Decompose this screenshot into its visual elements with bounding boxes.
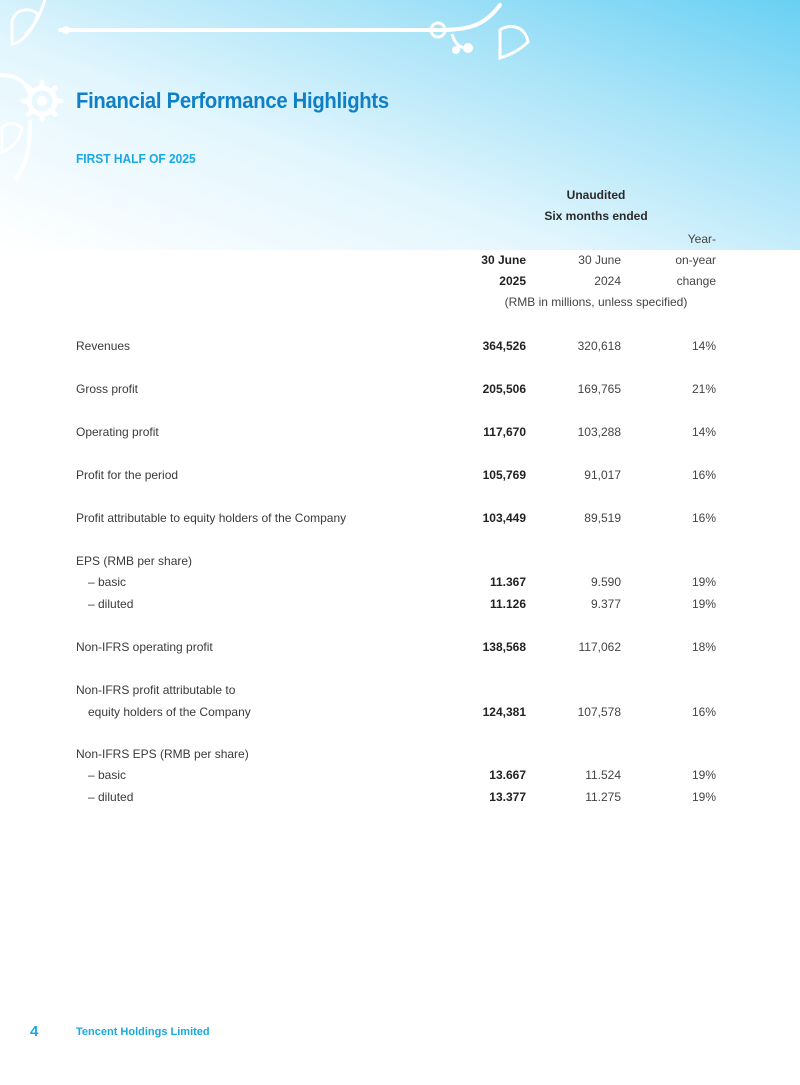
row-label: Profit attributable to equity holders of the Company <box>76 511 347 525</box>
col1-header-line2: 2025 <box>499 274 526 288</box>
value-yoy: 19% <box>691 790 716 804</box>
col3-header-line2: on-year <box>675 253 716 267</box>
value-2024: 103,288 <box>577 425 621 439</box>
value-2025: 124,381 <box>482 705 526 719</box>
value-2025: 205,506 <box>482 382 526 396</box>
value-2025: 105,769 <box>482 468 526 482</box>
row-label: Non-IFRS profit attributable to <box>76 683 236 697</box>
value-2024: 9.590 <box>590 575 621 589</box>
col3-header-line1: Year- <box>687 232 716 246</box>
row-label: – diluted <box>88 597 134 611</box>
col2-header-line2: 2024 <box>594 274 621 288</box>
col3-header-line3: change <box>676 274 716 288</box>
value-yoy: 16% <box>691 511 716 525</box>
value-2025: 13.667 <box>489 768 526 782</box>
value-yoy: 21% <box>691 382 716 396</box>
value-yoy: 19% <box>691 768 716 782</box>
value-2024: 320,618 <box>577 339 621 353</box>
section-subtitle: FIRST HALF OF 2025 <box>76 151 196 166</box>
value-2025: 138,568 <box>482 640 526 654</box>
value-2025: 117,670 <box>483 425 526 439</box>
value-2025: 364,526 <box>482 339 526 353</box>
value-yoy: 19% <box>691 597 716 611</box>
row-label: Profit for the period <box>76 468 179 482</box>
gear-icon <box>23 82 61 120</box>
value-2025: 11.367 <box>489 575 526 589</box>
value-2024: 11.275 <box>585 790 621 804</box>
row-label: Non-IFRS operating profit <box>76 640 213 654</box>
row-label: – basic <box>88 768 127 782</box>
value-2024: 91,017 <box>584 468 621 482</box>
value-2025: 13.377 <box>489 790 526 804</box>
row-label: Operating profit <box>76 425 159 439</box>
value-2024: 11.524 <box>585 768 621 782</box>
value-2024: 89,519 <box>584 511 621 525</box>
col1-header-line1: 30 June <box>481 253 526 267</box>
group-header-unaudited: Unaudited <box>566 188 626 202</box>
row-label: – basic <box>88 575 127 589</box>
col2-header-line1: 30 June <box>578 253 621 267</box>
group-header-six-months: Six months ended <box>544 209 648 223</box>
units-note: (RMB in millions, unless specified) <box>504 295 688 309</box>
value-2024: 107,578 <box>577 705 621 719</box>
row-label: Non-IFRS EPS (RMB per share) <box>76 747 249 761</box>
value-2024: 117,062 <box>578 640 621 654</box>
row-label: Revenues <box>76 339 131 353</box>
row-label: – diluted <box>88 790 134 804</box>
row-label: EPS (RMB per share) <box>76 554 193 568</box>
row-label: equity holders of the Company <box>88 705 251 719</box>
value-2024: 169,765 <box>577 382 621 396</box>
value-2025: 11.126 <box>489 597 526 611</box>
value-yoy: 14% <box>691 339 716 353</box>
footer-company-name: Tencent Holdings Limited <box>76 1026 210 1038</box>
value-yoy: 16% <box>691 468 716 482</box>
value-2024: 9.377 <box>590 597 621 611</box>
row-label: Gross profit <box>76 382 139 396</box>
value-2025: 103,449 <box>482 511 526 525</box>
value-yoy: 14% <box>691 425 716 439</box>
page-number: 4 <box>30 1023 39 1040</box>
page-title: Financial Performance Highlights <box>76 88 389 113</box>
value-yoy: 16% <box>691 705 716 719</box>
value-yoy: 19% <box>691 575 716 589</box>
value-yoy: 18% <box>691 640 716 654</box>
